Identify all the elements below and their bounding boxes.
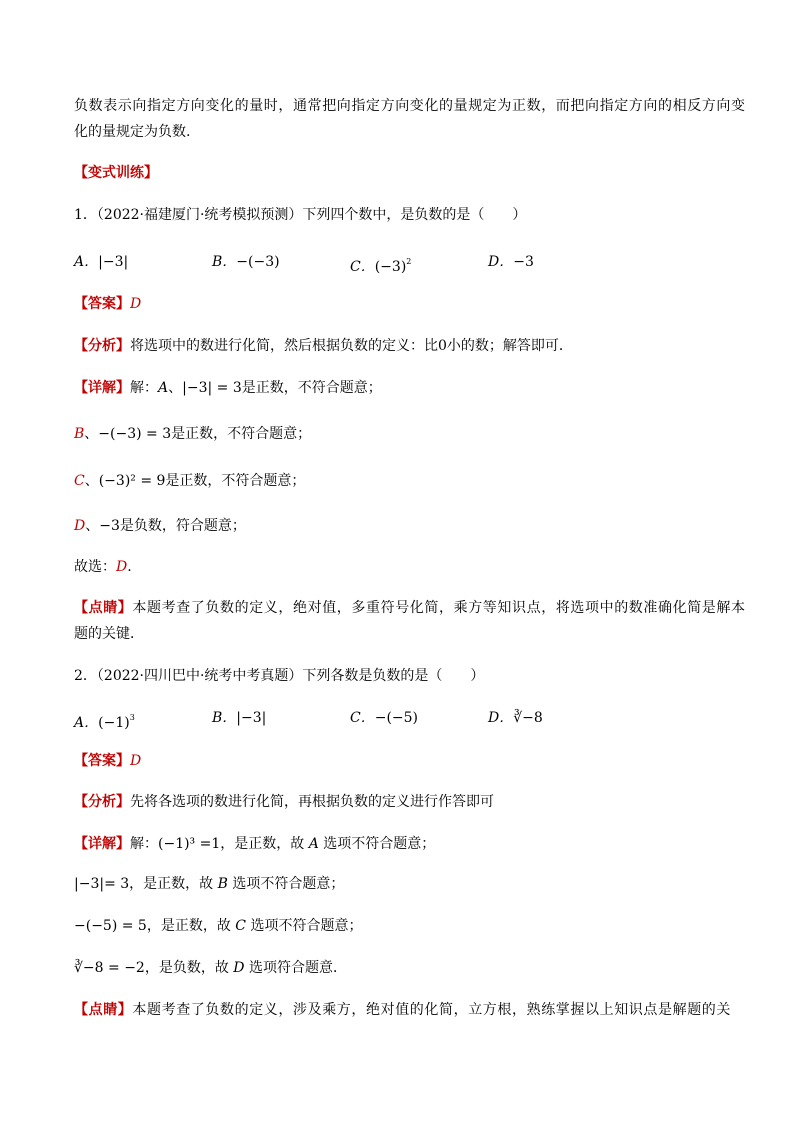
q1-comment-line-2: 题的关键． xyxy=(74,626,144,642)
q2-answer: 【答案】D xyxy=(74,753,142,769)
q1-detail-line-2: B、−(−3) = 3是正数，不符合题意； xyxy=(74,426,312,442)
intro-line-1: 负数表示向指定方向变化的量时，通常把向指定方向变化的量规定为正数，而把向指定方向的相反方向变 xyxy=(74,98,746,114)
q2-analysis: 【分析】先将各选项的数进行化简，再根据负数的定义进行作答即可 xyxy=(74,794,494,810)
q2-option-d: D．∛−8 xyxy=(488,710,543,726)
q2-detail-line-4: ∛−8 = −2，是负数，故 D 选项符合题意． xyxy=(74,960,347,976)
q1-answer: 【答案】D xyxy=(74,296,142,312)
q1-option-d: D．−3 xyxy=(488,254,534,270)
section-title: 【变式训练】 xyxy=(74,165,158,181)
q1-option-a: A．|−3| xyxy=(74,254,129,270)
q1-detail-line-3: C、(−3)² = 9是正数，不符合题意； xyxy=(74,473,306,489)
q2-detail-line-1: 【详解】解：(−1)³ =1，是正数，故 A 选项不符合题意； xyxy=(74,836,436,852)
q2-stem: 2．（2022·四川巴中·统考中考真题）下列各数是负数的是（ ） xyxy=(74,668,485,684)
q2-option-a: A．$(-1)^3$ xyxy=(74,713,135,731)
q2-detail-line-2: |−3|= 3，是正数，故 B 选项不符合题意； xyxy=(74,876,345,892)
q1-analysis: 【分析】将选项中的数进行化简，然后根据负数的定义：比0小的数；解答即可． xyxy=(74,338,573,354)
q1-choice: 故选：D. xyxy=(74,559,132,575)
q2-detail-line-3: −(−5) = 5，是正数，故 C 选项不符合题意； xyxy=(74,918,363,934)
q2-comment-line-1: 【点睛】本题考查了负数的定义，涉及乘方，绝对值的化简，立方根，熟练掌握以上知识点是解题的关 xyxy=(74,1002,732,1018)
q1-detail-line-4: D、−3是负数，符合题意； xyxy=(74,518,246,534)
q2-option-b: B．|−3| xyxy=(212,710,267,726)
q1-stem: 1．（2022·福建厦门·统考模拟预测）下列四个数中，是负数的是（ ） xyxy=(74,207,527,223)
q2-option-c: C．−(−5) xyxy=(350,710,419,726)
q1-detail-line-1: 【详解】解：A、|−3| = 3是正数，不符合题意； xyxy=(74,380,382,396)
intro-line-2: 化的量规定为负数. xyxy=(74,124,191,140)
q1-option-b: B．−(−3) xyxy=(212,254,280,270)
q1-option-c: C．$(-3)^2$ xyxy=(350,257,412,275)
q1-comment-line-1: 【点睛】本题考查了负数的定义，绝对值，多重符号化简，乘方等知识点，将选项中的数准确化简是解本 xyxy=(74,600,746,616)
